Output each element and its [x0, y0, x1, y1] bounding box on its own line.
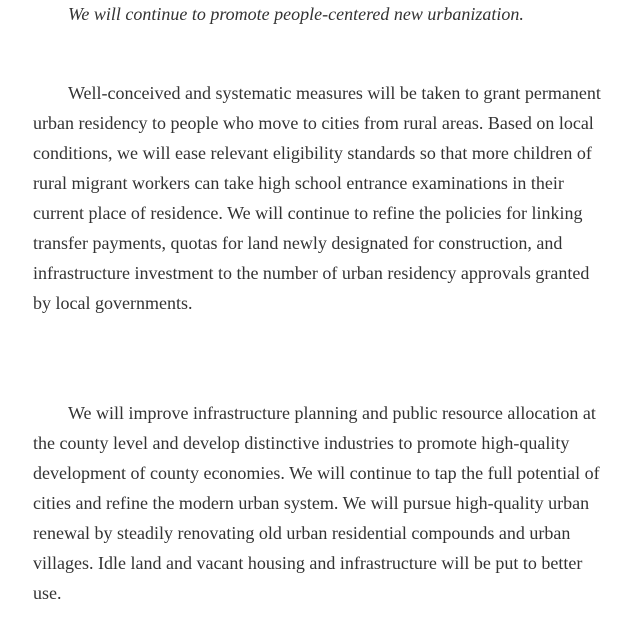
paragraph-urban-residency: Well-conceived and systematic measures will be taken to grant permanent urban residency to people who move to cities from rural areas. Based on local conditions, we will ease relevant eligibility standards so that more children of rural migrant workers can take high school entrance examinations in their current place of residence. We will continue to refine the policies for linking transfer payments, quotas for land newly designated for construction, and infrastructure investment to the number of urban residency approvals granted by local governments.: [33, 83, 601, 313]
section-heading: We will continue to promote people-centered new urbanization.: [68, 4, 524, 24]
paragraph-county-development: We will improve infrastructure planning and public resource allocation at the county level and develop distinctive industries to promote high-quality development of county economies. We will continue to tap the full potential of cities and refine the modern urban system. We will pursue high-quality urban renewal by steadily renovating old urban residential compounds and urban villages. Idle land and vacant housing and infrastructure will be put to better use.: [33, 403, 600, 603]
